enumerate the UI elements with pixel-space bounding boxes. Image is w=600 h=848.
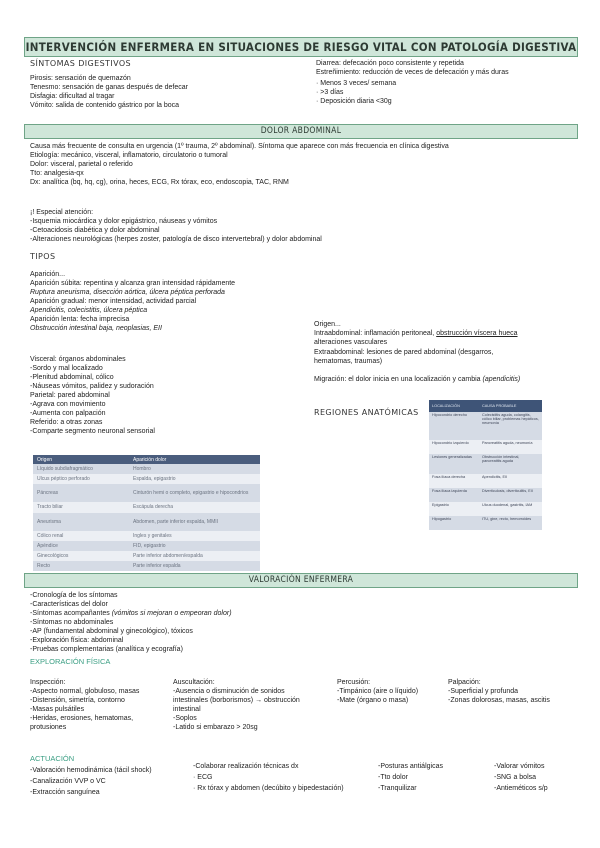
list-item: Dolor: visceral, parietal o referido bbox=[30, 161, 133, 168]
sintomas-left-list bbox=[30, 74, 188, 110]
list-item: -Colaborar realización técnicas dx bbox=[193, 763, 299, 770]
table-row bbox=[429, 488, 542, 502]
list-item: -Extracción sanguínea bbox=[30, 789, 100, 796]
list-item: -Soplos bbox=[173, 715, 197, 722]
dolor-banner: DOLOR ABDOMINAL bbox=[24, 124, 578, 139]
list-item: · Rx tórax y abdomen (decúbito y bipedestación) bbox=[193, 785, 344, 792]
list-item: Aparición lenta: fecha imprecisa bbox=[30, 316, 130, 323]
table-header: LOCALIZACIÓN bbox=[429, 400, 479, 412]
table-cell: Apéndice bbox=[33, 541, 129, 551]
table-row bbox=[429, 502, 542, 516]
list-item: Disfagia: dificultad al tragar bbox=[30, 93, 115, 100]
list-item: · Menos 3 veces/ semana bbox=[316, 80, 397, 87]
table-row bbox=[33, 541, 260, 551]
document-title: INTERVENCIÓN ENFERMERA EN SITUACIONES DE RIESGO VITAL CON PATOLOGÍA DIGESTIVA bbox=[24, 37, 578, 57]
list-item: protusiones bbox=[30, 724, 67, 731]
table-cell: Lesiones generalizadas bbox=[429, 454, 479, 474]
list-item: -Aspecto normal, globuloso, masas bbox=[30, 688, 140, 695]
table-cell: Obstrucción intestinal, pancreatitis aguda bbox=[479, 454, 542, 474]
table-cell: Ginecológicos bbox=[33, 551, 129, 561]
list-item: -Cronología de los síntomas bbox=[30, 592, 118, 599]
list-item: Causa más frecuente de consulta en urgencia (1º trauma, 2º abdominal). Síntoma que aparece con más frecuencia en clínica digestiva bbox=[30, 143, 449, 150]
aparicion-list bbox=[30, 270, 235, 333]
table-row bbox=[33, 531, 260, 541]
table-row bbox=[33, 551, 260, 561]
percusion-title: Percusión: bbox=[337, 679, 371, 686]
table-header: CAUSA PROBABLE bbox=[479, 400, 542, 412]
list-item: -Distensión, simetría, contorno bbox=[30, 697, 125, 704]
list-item: -Isquemia miocárdica y dolor epigástrico, náuseas y vómitos bbox=[30, 218, 218, 225]
actuacion-col-4 bbox=[494, 762, 548, 793]
table-cell: ITU, gine, recto, hemorroides bbox=[479, 516, 542, 530]
list-item: Etiología: mecánico, visceral, inflamatorio, circulatorio o tumoral bbox=[30, 152, 228, 159]
list-item: -Aumenta con palpación bbox=[30, 410, 106, 417]
list-item: -Tranquilizar bbox=[378, 785, 417, 792]
list-item: -Masas pulsátiles bbox=[30, 706, 85, 713]
palpacion-block bbox=[448, 678, 550, 705]
actuacion-col-3 bbox=[378, 762, 443, 793]
table-cell: Fosa ilíaca izquierda bbox=[429, 488, 479, 502]
list-item: intestinal bbox=[173, 706, 201, 713]
list-item: -Pruebas complementarias (analítica y ecografía) bbox=[30, 646, 183, 653]
table-cell: Aneurisma bbox=[33, 513, 129, 531]
list-item: -Antieméticos s/p bbox=[494, 785, 548, 792]
inspeccion-title: Inspección: bbox=[30, 679, 66, 686]
list-item: · ECG bbox=[193, 774, 213, 781]
list-item: -Canalización VVP o VC bbox=[30, 778, 106, 785]
table-cell: Espalda, epigastrio bbox=[129, 474, 260, 484]
list-item: Dx: analítica (bq, hq, cg), orina, heces, ECG, Rx tórax, eco, endoscopia, TAC, RNM bbox=[30, 179, 289, 186]
table-row bbox=[33, 464, 260, 474]
table-cell: Parte inferior espalda bbox=[129, 561, 260, 571]
table-cell: Apendicitis, EII bbox=[479, 474, 542, 488]
list-item: -Timpánico (aire o líquido) bbox=[337, 688, 419, 695]
acompanantes-text: -Síntomas acompañantes bbox=[30, 610, 112, 617]
table-header: Aparición dolor bbox=[129, 455, 260, 464]
actuacion-col-1 bbox=[30, 766, 152, 797]
list-item: Apendicitis, colecistitis, úlcera péptica bbox=[30, 307, 148, 314]
table-row bbox=[429, 516, 542, 530]
valoracion-banner: VALORACIÓN ENFERMERA bbox=[24, 573, 578, 588]
table-cell: Abdomen, parte inferior espalda, MMII bbox=[129, 513, 260, 531]
list-item: Estreñimiento: reducción de veces de defecación y más duras bbox=[316, 69, 509, 76]
list-item: -Ausencia o disminución de sonidos bbox=[173, 688, 285, 695]
table-cell: Pancreatitis aguda, neumonía bbox=[479, 440, 542, 454]
table-cell: Cinturón hemi o completo, epigastrio e hipocondrios bbox=[129, 484, 260, 502]
list-item: -SNG a bolsa bbox=[494, 774, 537, 781]
extraabdominal-line: Extraabdominal: lesiones de pared abdominal (desgarros, bbox=[314, 349, 494, 356]
intraabdominal-line bbox=[314, 329, 576, 338]
table-cell: Hipogastrio bbox=[429, 516, 479, 530]
actuacion-col-2 bbox=[193, 762, 344, 793]
list-item: -Náuseas vómitos, palidez y sudoración bbox=[30, 383, 154, 390]
table-cell: FID, epigastrio bbox=[129, 541, 260, 551]
atencion-list bbox=[30, 208, 322, 244]
list-item: -Agrava con movimiento bbox=[30, 401, 106, 408]
list-item: Aparición súbita: repentina y alcanza gran intensidad rápidamente bbox=[30, 280, 236, 287]
list-item: -Valorar vómitos bbox=[494, 763, 545, 770]
actuacion-heading: ACTUACIÓN bbox=[30, 754, 75, 763]
table-cell: Epigastrio bbox=[429, 502, 479, 516]
origen-dolor-table bbox=[33, 455, 260, 571]
table-row bbox=[33, 502, 260, 512]
list-item: · >3 días bbox=[316, 89, 344, 96]
intra-cont: alteraciones vasculares bbox=[314, 339, 388, 346]
table-cell: Escápula derecha bbox=[129, 502, 260, 512]
list-item: -Plenitud abdominal, cólico bbox=[30, 374, 114, 381]
list-item: -Heridas, erosiones, hematomas, bbox=[30, 715, 134, 722]
extraabdominal-cont: hematomas, traumas) bbox=[314, 358, 383, 365]
table-row bbox=[33, 561, 260, 571]
table-row bbox=[429, 440, 542, 454]
table-cell: Ingles y genitales bbox=[129, 531, 260, 541]
list-item: -Mate (órgano o masa) bbox=[337, 697, 409, 704]
visceral-list bbox=[30, 355, 155, 436]
exploracion-heading: EXPLORACIÓN FÍSICA bbox=[30, 657, 111, 666]
table-cell: Ulcus duodenal, gastritis, IAM bbox=[479, 502, 542, 516]
migracion-text: Migración: el dolor inicia en una localización y cambia bbox=[314, 376, 483, 383]
list-item: -Cetoacidosis diabética y dolor abdominal bbox=[30, 227, 160, 234]
table-cell: Páncreas bbox=[33, 484, 129, 502]
list-item: Visceral: órganos abdominales bbox=[30, 356, 126, 363]
table-cell: Ulcus péptico perforado bbox=[33, 474, 129, 484]
list-item bbox=[30, 609, 232, 618]
list-item: Pirosis: sensación de quemazón bbox=[30, 75, 131, 82]
list-item: -Tto dolor bbox=[378, 774, 408, 781]
list-item: intestinales (borborismos) → obstrucción bbox=[173, 697, 300, 704]
acompanantes-italic: (vómitos si mejoran o empeoran dolor) bbox=[111, 610, 232, 617]
table-cell: Hombro bbox=[129, 464, 260, 474]
origen-title: Origen... bbox=[314, 321, 341, 328]
migracion-italic: (apendicitis) bbox=[482, 376, 521, 383]
table-cell: Tracto biliar bbox=[33, 502, 129, 512]
table-row bbox=[33, 474, 260, 484]
tipos-heading: TIPOS bbox=[30, 252, 56, 261]
list-item: -Valoración hemodinámica (tácil shock) bbox=[30, 767, 152, 774]
list-item: · Deposición diaria <30g bbox=[316, 98, 392, 105]
table-row bbox=[429, 412, 542, 440]
migracion-line bbox=[314, 375, 576, 384]
list-item: ¡! Especial atención: bbox=[30, 209, 94, 216]
list-item: -Exploración física: abdominal bbox=[30, 637, 124, 644]
sintomas-right-list bbox=[316, 59, 509, 106]
list-item: Referido: a otras zonas bbox=[30, 419, 103, 426]
valoracion-list bbox=[30, 591, 232, 654]
list-item: -Características del dolor bbox=[30, 601, 108, 608]
list-item: Vómito: salida de contenido gástrico por la boca bbox=[30, 102, 180, 109]
palpacion-title: Palpación: bbox=[448, 679, 481, 686]
table-cell: Parte inferior abdomen/espalda bbox=[129, 551, 260, 561]
list-item: -Latido si embarazo > 20sg bbox=[173, 724, 258, 731]
list-item: -Superficial y profunda bbox=[448, 688, 519, 695]
list-item: -Zonas dolorosas, masas, ascitis bbox=[448, 697, 550, 704]
list-item: Aparición gradual: menor intensidad, actividad parcial bbox=[30, 298, 197, 305]
intra-underlined: obstrucción víscera hueca bbox=[436, 330, 518, 337]
table-row bbox=[33, 513, 260, 531]
table-row bbox=[429, 474, 542, 488]
list-item: -Síntomas no abdominales bbox=[30, 619, 114, 626]
list-item: -Alteraciones neurológicas (herpes zoster, patología de disco intervertebral) y dolor abdominal bbox=[30, 236, 322, 243]
sintomas-heading: SÍNTOMAS DIGESTIVOS bbox=[30, 59, 132, 68]
list-item: Parietal: pared abdominal bbox=[30, 392, 110, 399]
table-cell: Hipocondrio izquierdo bbox=[429, 440, 479, 454]
dolor-intro bbox=[30, 142, 449, 187]
list-item: -Comparte segmento neuronal sensorial bbox=[30, 428, 155, 435]
table-header: Origen bbox=[33, 455, 129, 464]
list-item: Obstrucción intestinal baja, neoplasias, EII bbox=[30, 325, 162, 332]
origen-block bbox=[314, 320, 576, 384]
list-item: Tto: analgesia-qx bbox=[30, 170, 84, 177]
list-item: Ruptura aneurisma, disección aórtica, úlcera péptica perforada bbox=[30, 289, 225, 296]
table-cell: Diverticulosis, diverticulitis, EII bbox=[479, 488, 542, 502]
table-cell: Cólico renal bbox=[33, 531, 129, 541]
table-cell: Recto bbox=[33, 561, 129, 571]
list-item: -Posturas antiálgicas bbox=[378, 763, 443, 770]
auscultacion-title: Auscultación: bbox=[173, 679, 215, 686]
table-cell: Colecistitis aguda, colangitis, cólico biliar, problemas hepáticos, neumonía bbox=[479, 412, 542, 440]
list-item: Tenesmo: sensación de ganas después de defecar bbox=[30, 84, 188, 91]
regiones-table bbox=[429, 400, 542, 530]
intra-label: Intraabdominal: bbox=[314, 330, 363, 337]
table-cell: Hipocondrio derecho bbox=[429, 412, 479, 440]
table-row bbox=[33, 484, 260, 502]
table-cell: Líquido subdiafragmático bbox=[33, 464, 129, 474]
inspeccion-block bbox=[30, 678, 170, 732]
table-cell: Fosa ilíaca derecha bbox=[429, 474, 479, 488]
regiones-heading: REGIONES ANATÓMICAS bbox=[314, 408, 419, 417]
list-item: Aparición... bbox=[30, 271, 66, 278]
table-row bbox=[429, 454, 542, 474]
intra-text: inflamación peritoneal, bbox=[362, 330, 437, 337]
list-item: -Sordo y mal localizado bbox=[30, 365, 103, 372]
auscultacion-block bbox=[173, 678, 333, 732]
percusion-block bbox=[337, 678, 418, 705]
list-item: -AP (fundamental abdominal y ginecológico), tóxicos bbox=[30, 628, 193, 635]
list-item: Diarrea: defecación poco consistente y repetida bbox=[316, 60, 464, 67]
